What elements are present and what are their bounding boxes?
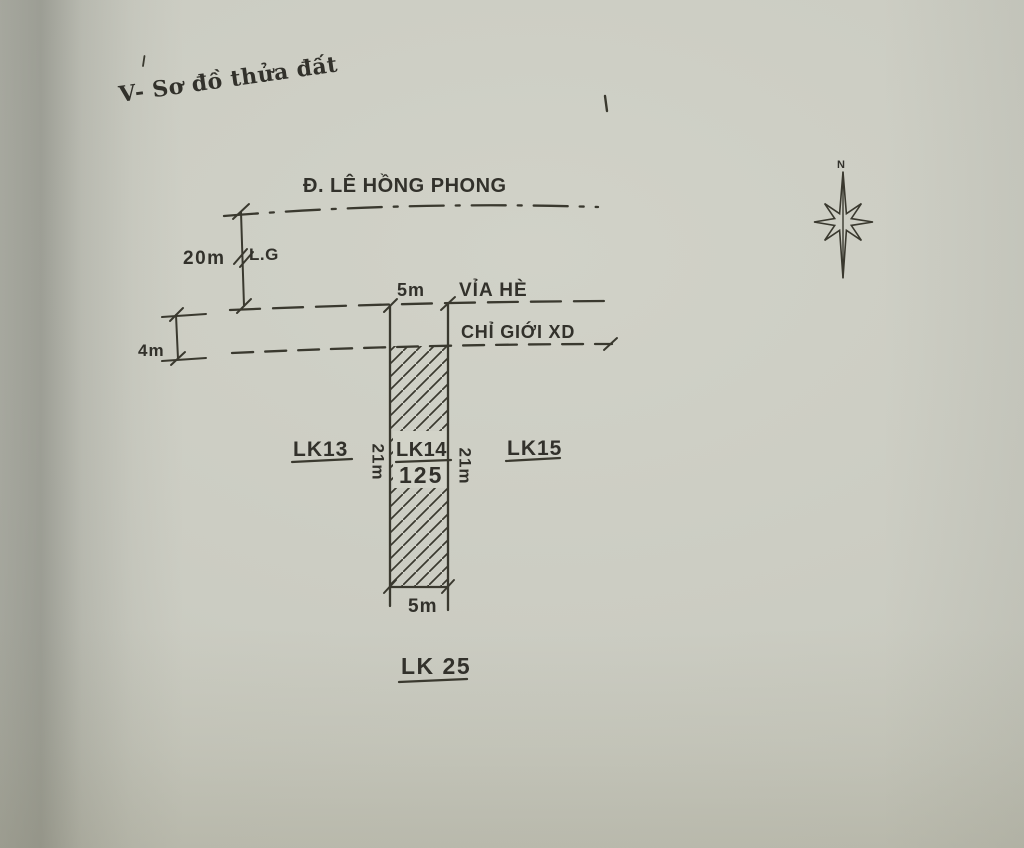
road-boundary-label: L.G bbox=[249, 245, 279, 264]
building-line-label: CHỈ GIỚI XD bbox=[461, 322, 576, 342]
frontage-top-label: 5m bbox=[397, 280, 426, 300]
street-centerline bbox=[224, 205, 598, 216]
page-title: V- Sơ đồ thửa đất bbox=[117, 51, 340, 108]
frontage-bottom-label: 5m bbox=[408, 596, 438, 617]
depth-left-label: 21m bbox=[368, 443, 388, 481]
parcel-south-underline bbox=[399, 679, 467, 682]
street-name-label: Đ. LÊ HỒNG PHONG bbox=[303, 175, 507, 197]
setback-label: 4m bbox=[138, 341, 165, 360]
parcel-center-label: LK14 bbox=[396, 439, 447, 461]
parcel-area-label: 125 bbox=[399, 462, 444, 488]
compass-rose bbox=[814, 159, 873, 278]
pen-speck bbox=[143, 56, 145, 66]
compass-north-label: N bbox=[837, 159, 845, 171]
parcel-right-label: LK15 bbox=[507, 437, 563, 460]
sidewalk-label: VỈA HÈ bbox=[459, 280, 528, 301]
parcel-south-label: LK 25 bbox=[401, 653, 472, 679]
depth-right-label: 21m bbox=[455, 447, 475, 485]
setback-dimension bbox=[162, 308, 206, 365]
road-width-label: 20m bbox=[183, 248, 226, 269]
parcel-left-label: LK13 bbox=[293, 438, 349, 461]
pen-speck bbox=[605, 96, 607, 111]
